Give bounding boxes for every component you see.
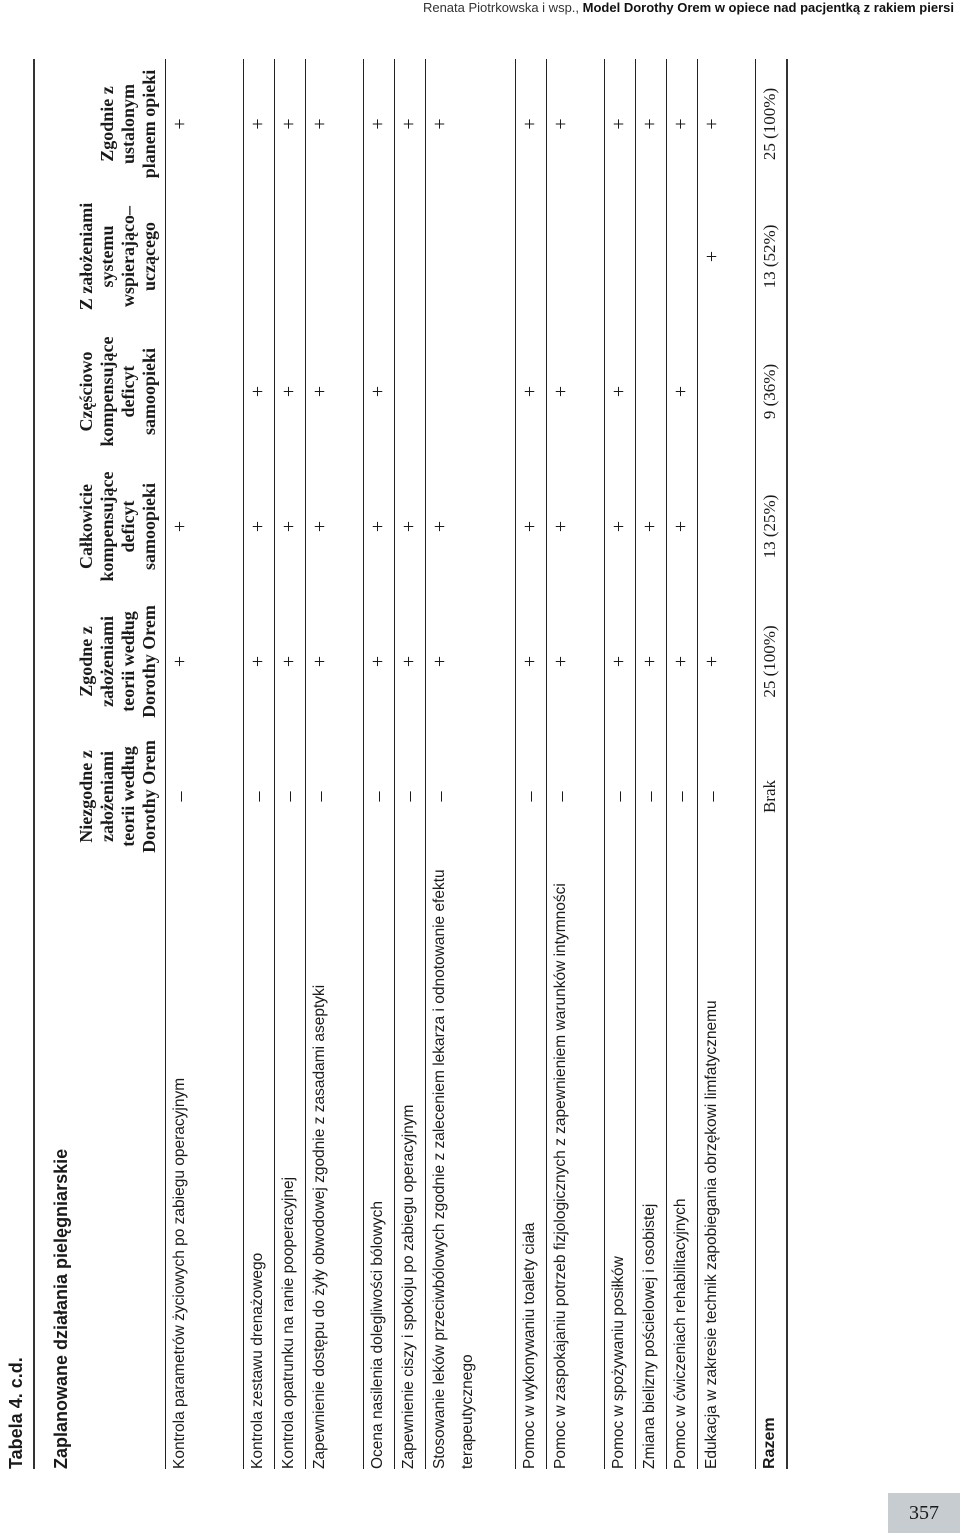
- totals-cell: 13 (52%): [755, 189, 786, 324]
- table-cell-mark: +: [165, 59, 243, 189]
- table-cell-mark: +: [305, 59, 363, 189]
- table-cell-mark: +: [635, 594, 666, 729]
- table-cell-mark: –: [697, 729, 755, 864]
- table-cell-mark: +: [666, 59, 697, 189]
- table-cell-mark: –: [546, 729, 604, 864]
- table-cell-mark: +: [515, 594, 546, 729]
- table-cell-mark: +: [697, 189, 755, 324]
- table-cell-mark: +: [515, 459, 546, 594]
- table-cell-mark: +: [666, 459, 697, 594]
- table-cell-mark: [243, 189, 274, 324]
- table-cell-mark: [697, 324, 755, 459]
- table-cell-mark: [363, 189, 394, 324]
- table-cell-mark: +: [165, 459, 243, 594]
- table-cell-mark: +: [274, 324, 305, 459]
- table-cell-mark: +: [363, 594, 394, 729]
- column-header-fully-compensatory: Całkowicie kompensujące deficyt samoopieki: [76, 471, 159, 582]
- table-cell-mark: +: [546, 324, 604, 459]
- table-cell-mark: +: [425, 594, 515, 729]
- table-cell-mark: +: [546, 459, 604, 594]
- table-cell-mark: +: [165, 594, 243, 729]
- table-cell-mark: –: [635, 729, 666, 864]
- table-cell-mark: [425, 324, 515, 459]
- column-header-noncompliant: Niezgodne z założeniami teorii według Dorothy Orem: [76, 740, 159, 853]
- table-row-action: Ocena nasilenia dolegliwości bólowych: [363, 864, 394, 1469]
- table-cell-mark: –: [604, 729, 635, 864]
- table-cell-mark: +: [697, 59, 755, 189]
- data-table: [33, 59, 788, 1469]
- table-cell-mark: –: [425, 729, 515, 864]
- table-cell-mark: +: [243, 594, 274, 729]
- column-header-supportive-educative: Z założeniami systemu wspierająco–uczącego: [76, 202, 159, 311]
- table-cell-mark: +: [515, 324, 546, 459]
- table-cell-mark: [515, 189, 546, 324]
- table-row-action: Zmiana bielizny pościelowej i osobistej: [635, 864, 666, 1469]
- table-row-action: Stosowanie leków przeciwbólowych zgodnie z zaleceniem lekarza i odnotowanie efektu terapeutycznego: [425, 864, 515, 1469]
- table-cell-mark: –: [305, 729, 363, 864]
- table-cell-mark: [165, 189, 243, 324]
- totals-cell: 25 (100%): [755, 59, 786, 189]
- table-row-action: Pomoc w wykonywaniu toalety ciała: [515, 864, 546, 1469]
- table-cell-mark: +: [305, 594, 363, 729]
- table-row-action: Zapewnienie ciszy i spokoju po zabiegu operacyjnym: [394, 864, 425, 1469]
- column-header-care-plan: Zgodnie z ustalonym planem opieki: [97, 69, 159, 179]
- column-header-actions: Zaplanowane działania pielęgniarskie: [51, 1148, 71, 1469]
- table-cell-mark: +: [635, 59, 666, 189]
- page-number: 357: [888, 1493, 960, 1533]
- table-cell-mark: +: [546, 59, 604, 189]
- running-header-authors: Renata Piotrkowska i wsp.,: [422, 0, 580, 15]
- table-cell-mark: –: [165, 729, 243, 864]
- table-row-action: Kontrola opatrunku na ranie pooperacyjnej: [274, 864, 305, 1469]
- table-cell-mark: [666, 189, 697, 324]
- table-cell-mark: +: [363, 459, 394, 594]
- table-cell-mark: [604, 189, 635, 324]
- running-header-title: Model Dorothy Orem w opiece nad pacjentką z rakiem piersi: [582, 0, 954, 15]
- table-cell-mark: +: [243, 59, 274, 189]
- table-cell-mark: +: [305, 459, 363, 594]
- column-header-compliant: Zgodne z założeniami teorii według Dorothy Orem: [76, 605, 159, 718]
- table-cell-mark: –: [394, 729, 425, 864]
- totals-cell: 25 (100%): [755, 594, 786, 729]
- totals-cell: Brak: [755, 729, 786, 864]
- table-cell-mark: +: [394, 59, 425, 189]
- table-cell-mark: +: [425, 59, 515, 189]
- table-cell-mark: +: [546, 594, 604, 729]
- table-row-action: Pomoc w spożywaniu posiłków: [604, 864, 635, 1469]
- table-cell-mark: [425, 189, 515, 324]
- table-cell-mark: +: [243, 459, 274, 594]
- table-cell-mark: –: [243, 729, 274, 864]
- table-cell-mark: [546, 189, 604, 324]
- table-cell-mark: [635, 324, 666, 459]
- table-cell-mark: –: [363, 729, 394, 864]
- table-cell-mark: [394, 324, 425, 459]
- table-cell-mark: +: [363, 324, 394, 459]
- table-cell-mark: +: [305, 324, 363, 459]
- table-row-action: Zapewnienie dostępu do żyły obwodowej zgodnie z zasadami aseptyki: [305, 864, 363, 1469]
- table-cell-mark: +: [274, 459, 305, 594]
- totals-label: Razem: [755, 864, 786, 1469]
- table-cell-mark: [394, 189, 425, 324]
- table-cell-mark: +: [425, 459, 515, 594]
- table-cell-mark: +: [635, 459, 666, 594]
- table-cell-mark: [635, 189, 666, 324]
- table-row-action: Pomoc w zaspokajaniu potrzeb fizjologicznych z zapewnieniem warunków intymności: [546, 864, 604, 1469]
- table-cell-mark: +: [697, 594, 755, 729]
- table-cell-mark: [305, 189, 363, 324]
- table-cell-mark: +: [666, 594, 697, 729]
- table-row-action: Kontrola zestawu drenażowego: [243, 864, 274, 1469]
- table-cell-mark: +: [604, 594, 635, 729]
- table-cell-mark: –: [274, 729, 305, 864]
- table-cell-mark: +: [394, 459, 425, 594]
- table-cell-mark: +: [666, 324, 697, 459]
- table-cell-mark: +: [363, 59, 394, 189]
- table-cell-mark: +: [604, 324, 635, 459]
- table-cell-mark: +: [604, 459, 635, 594]
- table-row-action: Pomoc w ćwiczeniach rehabilitacyjnych: [666, 864, 697, 1469]
- table-cell-mark: –: [515, 729, 546, 864]
- table-row-action: Kontrola parametrów życiowych po zabiegu operacyjnym: [165, 864, 243, 1469]
- table-cell-mark: +: [274, 59, 305, 189]
- table-cell-mark: +: [515, 59, 546, 189]
- totals-cell: 13 (25%): [755, 459, 786, 594]
- table-caption: Tabela 4. c.d.: [6, 1357, 26, 1469]
- table-cell-mark: +: [274, 594, 305, 729]
- table-cell-mark: +: [604, 59, 635, 189]
- table-cell-mark: [165, 324, 243, 459]
- table-cell-mark: –: [666, 729, 697, 864]
- table-cell-mark: +: [243, 324, 274, 459]
- table-cell-mark: [697, 459, 755, 594]
- table-row-action: Edukacja w zakresie technik zapobiegania obrzękowi limfatycznemu: [697, 864, 755, 1469]
- table-cell-mark: +: [394, 594, 425, 729]
- column-header-partly-compensatory: Częściowo kompensujące deficyt samoopieki: [76, 336, 159, 447]
- table-cell-mark: [274, 189, 305, 324]
- totals-cell: 9 (36%): [755, 324, 786, 459]
